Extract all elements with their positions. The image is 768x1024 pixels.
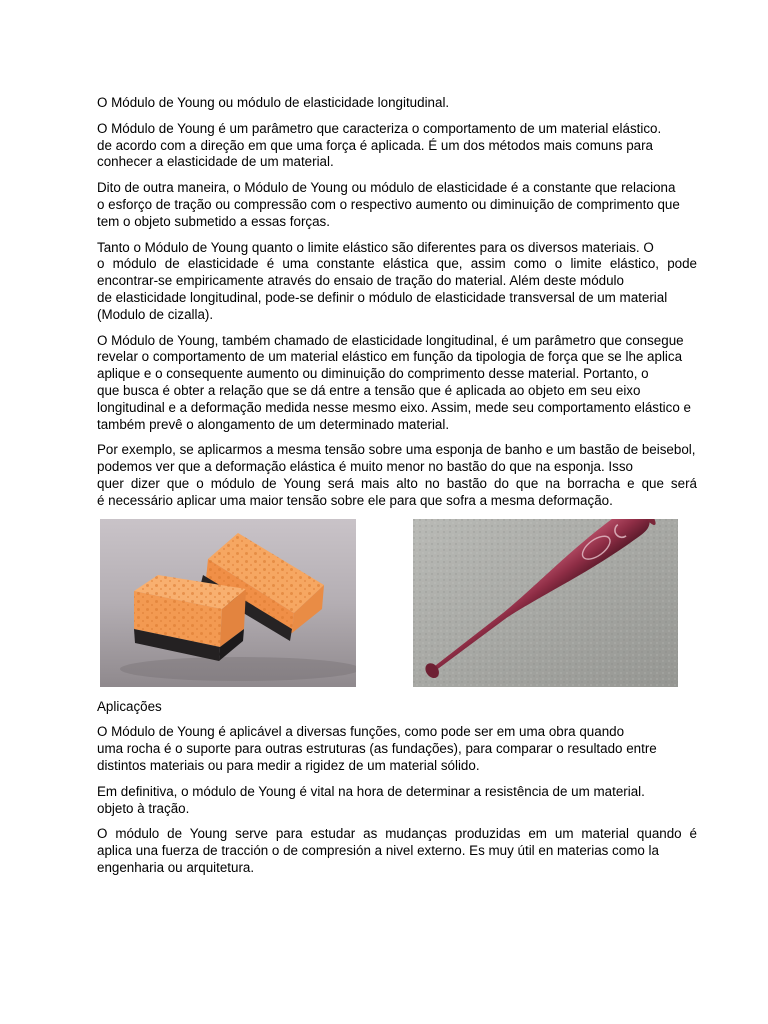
text-line: revelar o comportamento de um material elástico em função da tipologia de força que se lhe aplica <box>97 349 683 365</box>
text-line: distintos materiais ou para medir a rigidez de um material sólido. <box>97 757 480 773</box>
text-line: O Módulo de Young é aplicável a diversas funções, como pode ser em uma obra quando <box>97 724 625 740</box>
document-body <box>97 95 697 886</box>
text-line: o módulo de elasticidade é uma constante elástica que, assim como o limite elástico, pode <box>97 256 697 272</box>
applications-heading <box>97 699 697 716</box>
constant-paragraph <box>97 180 697 230</box>
sponge-photo <box>100 519 356 687</box>
text-line: aplica una fuerza de tracción o de compresión a nivel externo. Es muy útil en materias como la <box>97 843 659 859</box>
text-line: de elasticidade longitudinal, pode-se definir o módulo de elasticidade transversal de um material <box>97 289 668 305</box>
text-line: Dito de outra maneira, o Módulo de Young ou módulo de elasticidade é a constante que relaciona <box>97 180 676 196</box>
intro-paragraph <box>97 95 697 112</box>
text-line: também prevê o alongamento de um determinado material. <box>97 416 450 432</box>
example-photos <box>0 519 697 687</box>
text-line: Por exemplo, se aplicarmos a mesma tensão sobre uma esponja de banho e um bastão de beisebol, <box>97 442 696 458</box>
text-line: de acordo com a direção em que uma força é aplicada. É um dos métodos mais comuns para <box>97 137 653 153</box>
elastic-limit-paragraph <box>97 240 697 324</box>
text-line: que busca é obter a relação que se dá entre a tensão que é aplicada ao objeto em seu eixo <box>97 382 641 398</box>
text-line: Tanto o Módulo de Young quanto o limite elástico são diferentes para os diversos materiais. O <box>97 239 654 255</box>
text-line: tem o objeto submetido a essas forças. <box>97 213 330 229</box>
text-line: O Módulo de Young ou módulo de elasticidade longitudinal. <box>97 95 450 110</box>
text-line: longitudinal e a deformação medida nesse mesmo eixo. Assim, mede seu comportamento elástico e <box>97 399 691 415</box>
applications-paragraph <box>97 724 697 774</box>
text-line: Em definitiva, o módulo de Young é vital na hora de determinar a resistência de um material. <box>97 783 645 799</box>
text-line: o esforço de tração ou compressão com o respectivo aumento ou diminuição de comprimento que <box>97 196 680 212</box>
text-line: O Módulo de Young é um parâmetro que caracteriza o comportamento de um material elástico. <box>97 120 662 136</box>
text-line: O módulo de Young serve para estudar as mudanças produzidas em um material quando é <box>97 826 697 842</box>
text-line: é necessário aplicar uma maior tensão sobre ele para que sofra a mesma deformação. <box>97 492 613 508</box>
example-paragraph <box>97 442 697 509</box>
usage-paragraph <box>97 826 697 876</box>
definition-paragraph <box>97 121 697 171</box>
text-line: conhecer a elasticidade de um material. <box>97 154 334 170</box>
text-line: podemos ver que a deformação elástica é muito menor no bastão do que na esponja. Isso <box>97 459 633 475</box>
text-line: encontrar-se empiricamente através do ensaio de tração do material. Além deste módulo <box>97 273 624 289</box>
text-line: O Módulo de Young, também chamado de elasticidade longitudinal, é um parâmetro que consegue <box>97 332 684 348</box>
resistance-paragraph <box>97 784 697 818</box>
baseball-bat-photo <box>413 519 678 687</box>
text-line: quer dizer que o módulo de Young será mais alto no bastão do que na borracha e que será <box>97 475 697 491</box>
text-line: engenharia ou arquitetura. <box>97 859 255 875</box>
text-line: objeto à tração. <box>97 800 190 816</box>
longitudinal-paragraph <box>97 333 697 434</box>
text-line: uma rocha é o suporte para outras estruturas (as fundações), para comparar o resultado entre <box>97 741 657 757</box>
text-line: aplique e o consequente aumento ou diminuição do comprimento desse material. Portanto, o <box>97 366 649 382</box>
section-heading: Aplicações <box>97 698 162 714</box>
text-line: (Modulo de cizalla). <box>97 306 214 322</box>
